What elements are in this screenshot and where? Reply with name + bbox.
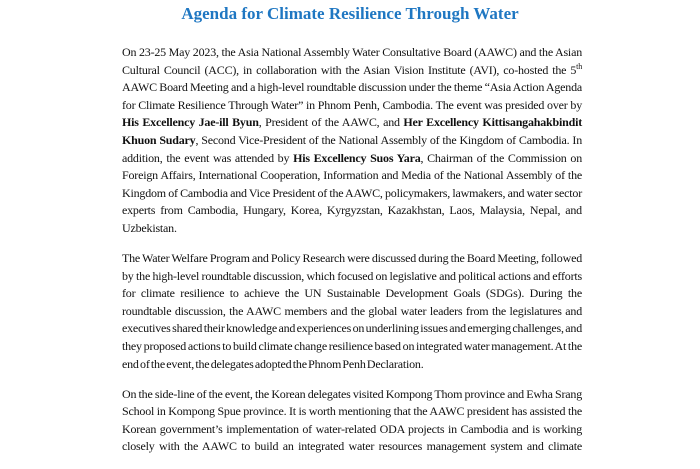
text-segment: Kingdom of Cambodia and Vice President of the AAWC, policymakers, lawmakers, and water sector <box>122 185 582 200</box>
text-line <box>122 97 582 115</box>
text-segment: , Chairman of the Commission on <box>420 150 582 165</box>
document-title: Agenda for Climate Resilience Through Water <box>181 4 519 23</box>
text-line <box>122 356 582 374</box>
text-line <box>122 386 582 404</box>
text-line <box>122 220 582 238</box>
text-segment: end of the event, the delegates adopted the Phnom Penh Declaration. <box>122 356 424 371</box>
text-line <box>122 403 582 421</box>
text-segment: by the high-level roundtable discussion, which focused on legislative and political actions and efforts <box>122 268 582 283</box>
paragraph <box>122 44 582 238</box>
text-segment: Cultural Council (ACC), in collaboration with the Asian Vision Institute (AVI), co-hosted the 5 <box>122 62 577 77</box>
text-segment: , Second Vice-President of the National Assembly of the Kingdom of Cambodia. In <box>195 132 582 147</box>
text-line <box>122 185 582 203</box>
text-segment: AAWC Board Meeting and a high-level roundtable discussion under the theme “Asia Action Agenda <box>122 80 582 95</box>
bold-name-text: Khuon Sudary <box>122 132 196 147</box>
text-segment: , President of the AAWC, and <box>258 115 404 130</box>
text-line <box>122 438 582 456</box>
text-line <box>122 285 582 303</box>
text-segment: Uzbekistan. <box>122 220 177 235</box>
text-line <box>122 79 582 97</box>
text-segment: Foreign Affairs, International Cooperation, Information and Media of the National Assembly of the <box>122 168 582 183</box>
text-line <box>122 303 582 321</box>
text-line <box>122 62 582 80</box>
paragraph <box>122 250 582 373</box>
text-segment: addition, the event was attended by <box>122 150 294 165</box>
text-line <box>122 338 582 356</box>
text-line <box>122 44 582 62</box>
text-segment: executives shared their knowledge and experiences on underlining issues and emerging challenges, and <box>122 321 582 336</box>
text-line <box>122 114 582 132</box>
text-line <box>122 132 582 150</box>
text-segment: closely with the AAWC to build an integrated water resources management system and climate <box>122 439 582 454</box>
bold-name-text: Her Excellency Kittisangahakbindit <box>403 115 583 130</box>
text-line <box>122 320 582 338</box>
document-body <box>122 44 582 469</box>
text-segment: On the side-line of the event, the Korean delegates visited Kompong Thom province and Ewha Srang <box>122 386 582 401</box>
text-segment: experts from Cambodia, Hungary, Korea, Kyrgyzstan, Kazakhstan, Laos, Malaysia, Nepal, and <box>122 203 582 218</box>
bold-name-text: His Excellency Jae-ill Byun <box>122 115 259 130</box>
text-segment: roundtable discussion, the AAWC members and the global water leaders from the legislatures and <box>122 303 582 318</box>
text-line <box>122 167 582 185</box>
bold-name-text: His Excellency Suos Yara <box>293 150 421 165</box>
text-segment: for climate resilience to achieve the UN Sustainable Development Goals (SDGs). During the <box>122 286 582 301</box>
paragraph <box>122 386 582 456</box>
superscript-text: th <box>576 61 582 71</box>
text-line <box>122 150 582 168</box>
text-line <box>122 250 582 268</box>
text-segment: School in Kompong Spue province. It is worth mentioning that the AAWC president has assisted the <box>122 404 582 419</box>
text-segment: Korean government’s implementation of water-related ODA projects in Cambodia and is working <box>122 421 582 436</box>
text-segment: for Climate Resilience Through Water” in Phnom Penh, Cambodia. The event was presided over by <box>122 97 582 112</box>
text-segment: The Water Welfare Program and Policy Research were discussed during the Board Meeting, followed <box>122 251 582 266</box>
text-line <box>122 202 582 220</box>
text-segment: On 23-25 May 2023, the Asia National Assembly Water Consultative Board (AAWC) and the Asian <box>122 45 582 59</box>
text-line <box>122 421 582 439</box>
text-line <box>122 268 582 286</box>
text-segment: they proposed actions to build climate change resilience based on integrated water management. At the <box>122 339 582 353</box>
